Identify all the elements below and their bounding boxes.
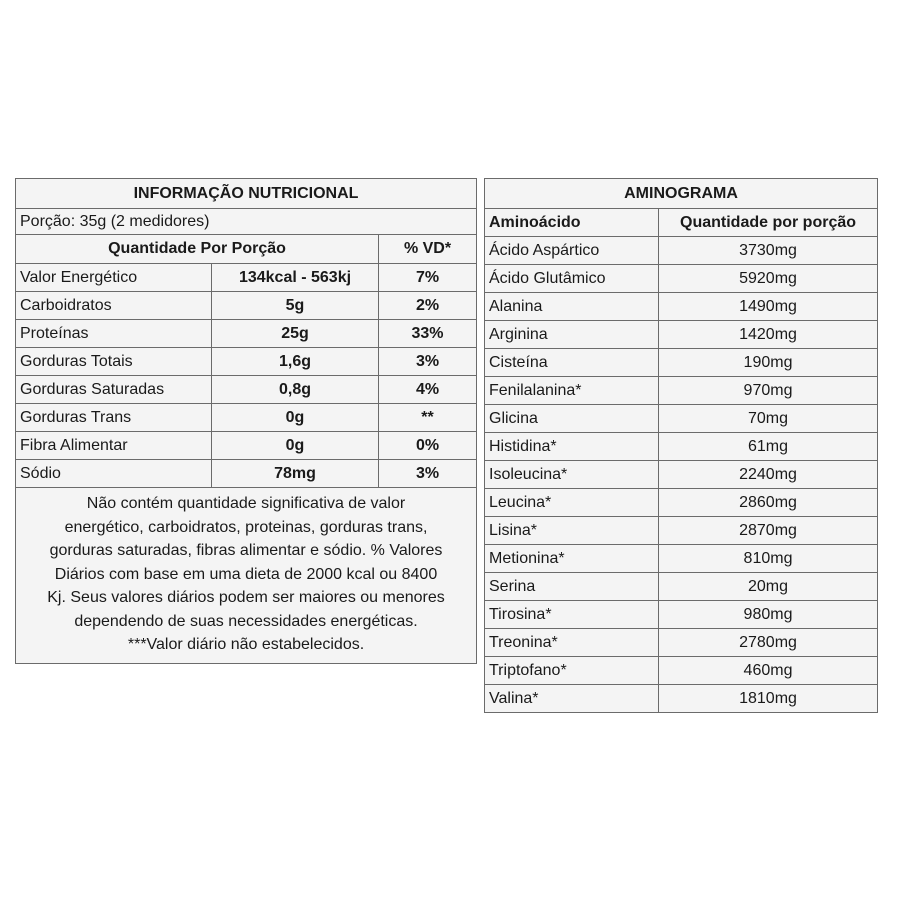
table-row (485, 685, 878, 713)
table-row (485, 377, 878, 405)
table-row (485, 461, 878, 489)
table-row (485, 405, 878, 433)
table-row (16, 432, 477, 460)
amino-amount: 980mg (659, 601, 878, 629)
nutrient-vd: 4% (379, 376, 477, 404)
amino-name: Leucina* (485, 489, 659, 517)
table-row (485, 349, 878, 377)
amino-name: Metionina* (485, 545, 659, 573)
amino-amount: 2780mg (659, 629, 878, 657)
footnote-line: ***Valor diário não estabelecidos. (127, 636, 365, 653)
nutrient-vd: 7% (379, 264, 477, 292)
nutrient-amount: 25g (212, 320, 379, 348)
table-row (16, 460, 477, 488)
footnote (16, 488, 477, 664)
table-row (485, 545, 878, 573)
table-row (16, 404, 477, 432)
amino-name: Isoleucina* (485, 461, 659, 489)
amino-name: Histidina* (485, 433, 659, 461)
nutrition-table (15, 178, 477, 664)
table-row (485, 601, 878, 629)
table-row (485, 293, 878, 321)
table-row (485, 321, 878, 349)
nutrition-title: INFORMAÇÃO NUTRICIONAL (16, 179, 477, 209)
header-amino: Aminoácido (485, 209, 659, 237)
nutrient-amount: 0g (212, 432, 379, 460)
table-row (485, 657, 878, 685)
nutrient-name: Carboidratos (16, 292, 212, 320)
amino-name: Ácido Aspártico (485, 237, 659, 265)
nutrient-amount: 0g (212, 404, 379, 432)
nutrient-name: Gorduras Trans (16, 404, 212, 432)
footnote-line: Diários com base em uma dieta de 2000 kcal ou 8400 (54, 565, 438, 583)
table-row (485, 629, 878, 657)
amino-amount: 2870mg (659, 517, 878, 545)
table-row (485, 265, 878, 293)
table-row (485, 433, 878, 461)
amino-amount: 810mg (659, 545, 878, 573)
nutrient-vd: ** (379, 404, 477, 432)
footnote-line: Kj. Seus valores diários podem ser maiores ou menores (47, 589, 445, 606)
amino-name: Glicina (485, 405, 659, 433)
table-row (485, 573, 878, 601)
amino-amount: 970mg (659, 377, 878, 405)
amino-amount: 61mg (659, 433, 878, 461)
nutrient-vd: 2% (379, 292, 477, 320)
amino-amount: 20mg (659, 573, 878, 601)
table-row (16, 320, 477, 348)
amino-amount: 1420mg (659, 321, 878, 349)
amino-name: Cisteína (485, 349, 659, 377)
table-row (485, 489, 878, 517)
portion-text: Porção: 35g (2 medidores) (16, 209, 477, 235)
amino-amount: 1490mg (659, 293, 878, 321)
footnote-line: Não contém quantidade significativa de valor (86, 495, 406, 512)
nutrient-amount: 5g (212, 292, 379, 320)
nutrient-name: Proteínas (16, 320, 212, 348)
amino-amount: 460mg (659, 657, 878, 685)
nutrient-vd: 3% (379, 460, 477, 488)
amino-amount: 2860mg (659, 489, 878, 517)
table-row (485, 237, 878, 265)
amino-amount: 1810mg (659, 685, 878, 713)
nutrient-vd: 3% (379, 348, 477, 376)
amino-name: Ácido Glutâmico (485, 265, 659, 293)
amino-name: Serina (485, 573, 659, 601)
aminogram-table (484, 178, 878, 713)
amino-name: Alanina (485, 293, 659, 321)
aminogram-title: AMINOGRAMA (485, 179, 878, 209)
amino-name: Arginina (485, 321, 659, 349)
header-quantity: Quantidade Por Porção (16, 235, 379, 264)
nutrient-amount: 0,8g (212, 376, 379, 404)
footnote-line: energético, carboidratos, proteinas, gorduras trans, (64, 518, 428, 536)
nutrient-name: Valor Energético (16, 264, 212, 292)
nutrient-amount: 78mg (212, 460, 379, 488)
table-row (16, 264, 477, 292)
amino-amount: 70mg (659, 405, 878, 433)
footnote-line: gorduras saturadas, fibras alimentar e sódio. % Valores (49, 542, 443, 559)
nutrient-vd: 0% (379, 432, 477, 460)
table-row (16, 292, 477, 320)
amino-name: Treonina* (485, 629, 659, 657)
nutrient-amount: 1,6g (212, 348, 379, 376)
table-row (485, 517, 878, 545)
amino-name: Valina* (485, 685, 659, 713)
amino-amount: 3730mg (659, 237, 878, 265)
table-row (16, 348, 477, 376)
footnote-line: dependendo de suas necessidades energéticas. (74, 612, 418, 630)
nutrient-name: Gorduras Totais (16, 348, 212, 376)
header-vd: % VD* (379, 235, 477, 264)
amino-amount: 2240mg (659, 461, 878, 489)
amino-name: Lisina* (485, 517, 659, 545)
nutrient-amount: 134kcal - 563kj (212, 264, 379, 292)
amino-name: Tirosina* (485, 601, 659, 629)
amino-name: Triptofano* (485, 657, 659, 685)
nutrient-name: Fibra Alimentar (16, 432, 212, 460)
table-row (16, 376, 477, 404)
amino-amount: 5920mg (659, 265, 878, 293)
nutrient-vd: 33% (379, 320, 477, 348)
header-amino-quantity: Quantidade por porção (659, 209, 878, 237)
amino-amount: 190mg (659, 349, 878, 377)
nutrient-name: Gorduras Saturadas (16, 376, 212, 404)
amino-name: Fenilalanina* (485, 377, 659, 405)
nutrient-name: Sódio (16, 460, 212, 488)
